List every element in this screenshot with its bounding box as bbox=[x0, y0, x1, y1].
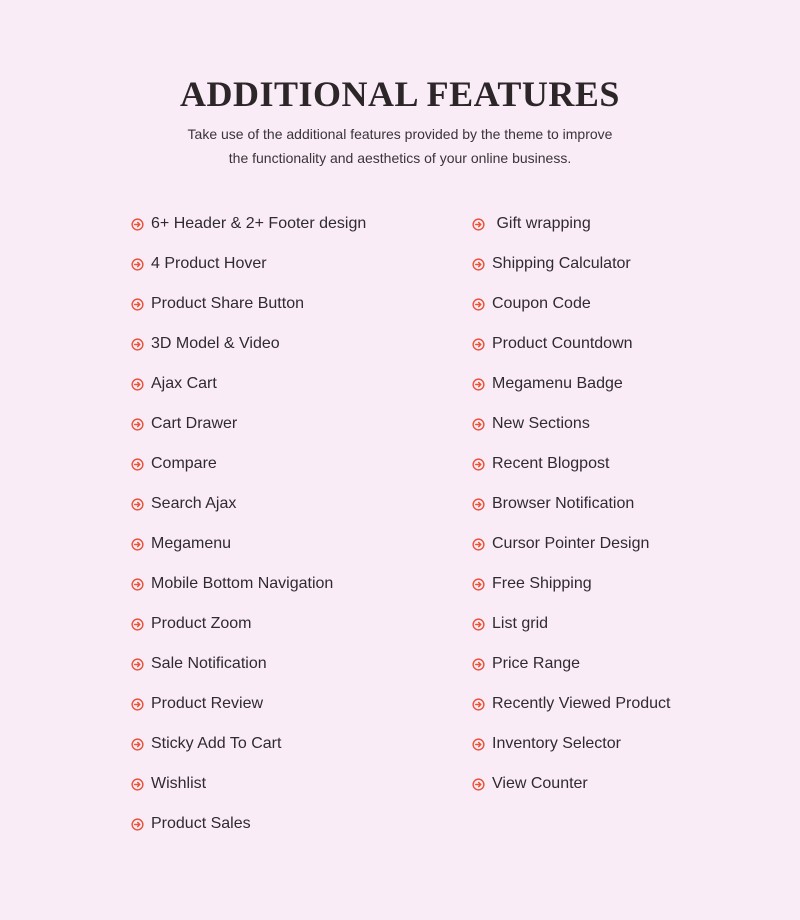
feature-label: Megamenu bbox=[151, 535, 232, 552]
feature-item bbox=[472, 684, 772, 724]
circle-arrow-right-icon bbox=[131, 458, 144, 471]
feature-label: Free Shipping bbox=[492, 575, 592, 592]
subtitle-line: the functionality and aesthetics of your online business. bbox=[228, 150, 572, 166]
feature-item bbox=[131, 604, 451, 644]
circle-arrow-right-icon bbox=[472, 378, 485, 391]
feature-item bbox=[131, 444, 451, 484]
circle-arrow-right-icon bbox=[131, 658, 144, 671]
circle-arrow-right-icon bbox=[472, 298, 485, 311]
feature-label: Product Review bbox=[151, 695, 264, 712]
feature-label: Cart Drawer bbox=[151, 415, 238, 432]
feature-label: Compare bbox=[151, 455, 217, 472]
feature-label: Cursor Pointer Design bbox=[492, 535, 650, 552]
feature-item bbox=[131, 564, 451, 604]
feature-item bbox=[131, 804, 451, 844]
feature-item bbox=[131, 284, 451, 324]
circle-arrow-right-icon bbox=[131, 698, 144, 711]
features-list-left bbox=[131, 214, 451, 854]
circle-arrow-right-icon bbox=[472, 218, 485, 231]
feature-item bbox=[472, 764, 772, 804]
feature-label: 3D Model & Video bbox=[151, 335, 280, 352]
feature-item bbox=[131, 484, 451, 524]
feature-label: Coupon Code bbox=[492, 295, 591, 312]
feature-label: Product Countdown bbox=[492, 335, 633, 352]
circle-arrow-right-icon bbox=[131, 618, 144, 631]
feature-label: Browser Notification bbox=[492, 495, 635, 512]
circle-arrow-right-icon bbox=[131, 738, 144, 751]
feature-item bbox=[131, 404, 451, 444]
feature-label: Mobile Bottom Navigation bbox=[151, 575, 334, 592]
feature-label: Gift wrapping bbox=[492, 215, 591, 232]
circle-arrow-right-icon bbox=[131, 578, 144, 591]
feature-label: Recent Blogpost bbox=[492, 455, 610, 472]
feature-label: Product Zoom bbox=[151, 615, 252, 632]
feature-label: List grid bbox=[492, 615, 549, 632]
feature-label: Product Share Button bbox=[151, 295, 304, 312]
feature-item bbox=[472, 284, 772, 324]
feature-item bbox=[472, 444, 772, 484]
circle-arrow-right-icon bbox=[472, 418, 485, 431]
feature-item bbox=[131, 764, 451, 804]
circle-arrow-right-icon bbox=[472, 498, 485, 511]
circle-arrow-right-icon bbox=[131, 258, 144, 271]
feature-label: Product Sales bbox=[151, 815, 251, 832]
circle-arrow-right-icon bbox=[131, 498, 144, 511]
feature-item bbox=[131, 684, 451, 724]
feature-item bbox=[472, 204, 772, 244]
feature-label: New Sections bbox=[492, 415, 590, 432]
circle-arrow-right-icon bbox=[131, 778, 144, 791]
feature-item bbox=[472, 244, 772, 284]
feature-label: 6+ Header & 2+ Footer design bbox=[151, 215, 367, 232]
circle-arrow-right-icon bbox=[472, 538, 485, 551]
feature-item bbox=[472, 364, 772, 404]
circle-arrow-right-icon bbox=[131, 418, 144, 431]
circle-arrow-right-icon bbox=[131, 818, 144, 831]
feature-item bbox=[472, 644, 772, 684]
circle-arrow-right-icon bbox=[131, 218, 144, 231]
circle-arrow-right-icon bbox=[131, 538, 144, 551]
page-title: ADDITIONAL FEATURES bbox=[180, 74, 620, 114]
feature-label: Price Range bbox=[492, 655, 581, 672]
subtitle-line: Take use of the additional features provided by the theme to improve bbox=[187, 126, 613, 142]
feature-item bbox=[472, 404, 772, 444]
feature-label: Ajax Cart bbox=[151, 375, 217, 392]
feature-label: Shipping Calculator bbox=[492, 255, 631, 272]
feature-item bbox=[131, 244, 451, 284]
circle-arrow-right-icon bbox=[472, 698, 485, 711]
page-subtitle bbox=[140, 122, 660, 170]
feature-label: Sale Notification bbox=[151, 655, 267, 672]
circle-arrow-right-icon bbox=[472, 338, 485, 351]
feature-item bbox=[131, 324, 451, 364]
feature-item bbox=[472, 484, 772, 524]
circle-arrow-right-icon bbox=[131, 378, 144, 391]
features-list-right bbox=[472, 214, 772, 814]
feature-label: Inventory Selector bbox=[492, 735, 621, 752]
feature-item bbox=[131, 204, 451, 244]
feature-label: Recently Viewed Product bbox=[492, 695, 671, 712]
feature-item bbox=[131, 644, 451, 684]
feature-item bbox=[131, 364, 451, 404]
circle-arrow-right-icon bbox=[472, 658, 485, 671]
feature-item bbox=[472, 724, 772, 764]
feature-label: View Counter bbox=[492, 775, 588, 792]
circle-arrow-right-icon bbox=[131, 298, 144, 311]
feature-item bbox=[472, 324, 772, 364]
circle-arrow-right-icon bbox=[472, 578, 485, 591]
circle-arrow-right-icon bbox=[472, 738, 485, 751]
feature-item bbox=[131, 724, 451, 764]
circle-arrow-right-icon bbox=[472, 618, 485, 631]
feature-item bbox=[472, 524, 772, 564]
circle-arrow-right-icon bbox=[472, 258, 485, 271]
feature-label: Wishlist bbox=[151, 775, 207, 792]
feature-label: Search Ajax bbox=[151, 495, 237, 512]
feature-item bbox=[131, 524, 451, 564]
feature-label: 4 Product Hover bbox=[151, 255, 267, 272]
feature-item bbox=[472, 604, 772, 644]
circle-arrow-right-icon bbox=[472, 458, 485, 471]
circle-arrow-right-icon bbox=[472, 778, 485, 791]
features-header bbox=[0, 72, 800, 170]
feature-label: Megamenu Badge bbox=[492, 375, 623, 392]
feature-item bbox=[472, 564, 772, 604]
circle-arrow-right-icon bbox=[131, 338, 144, 351]
feature-label: Sticky Add To Cart bbox=[151, 735, 282, 752]
